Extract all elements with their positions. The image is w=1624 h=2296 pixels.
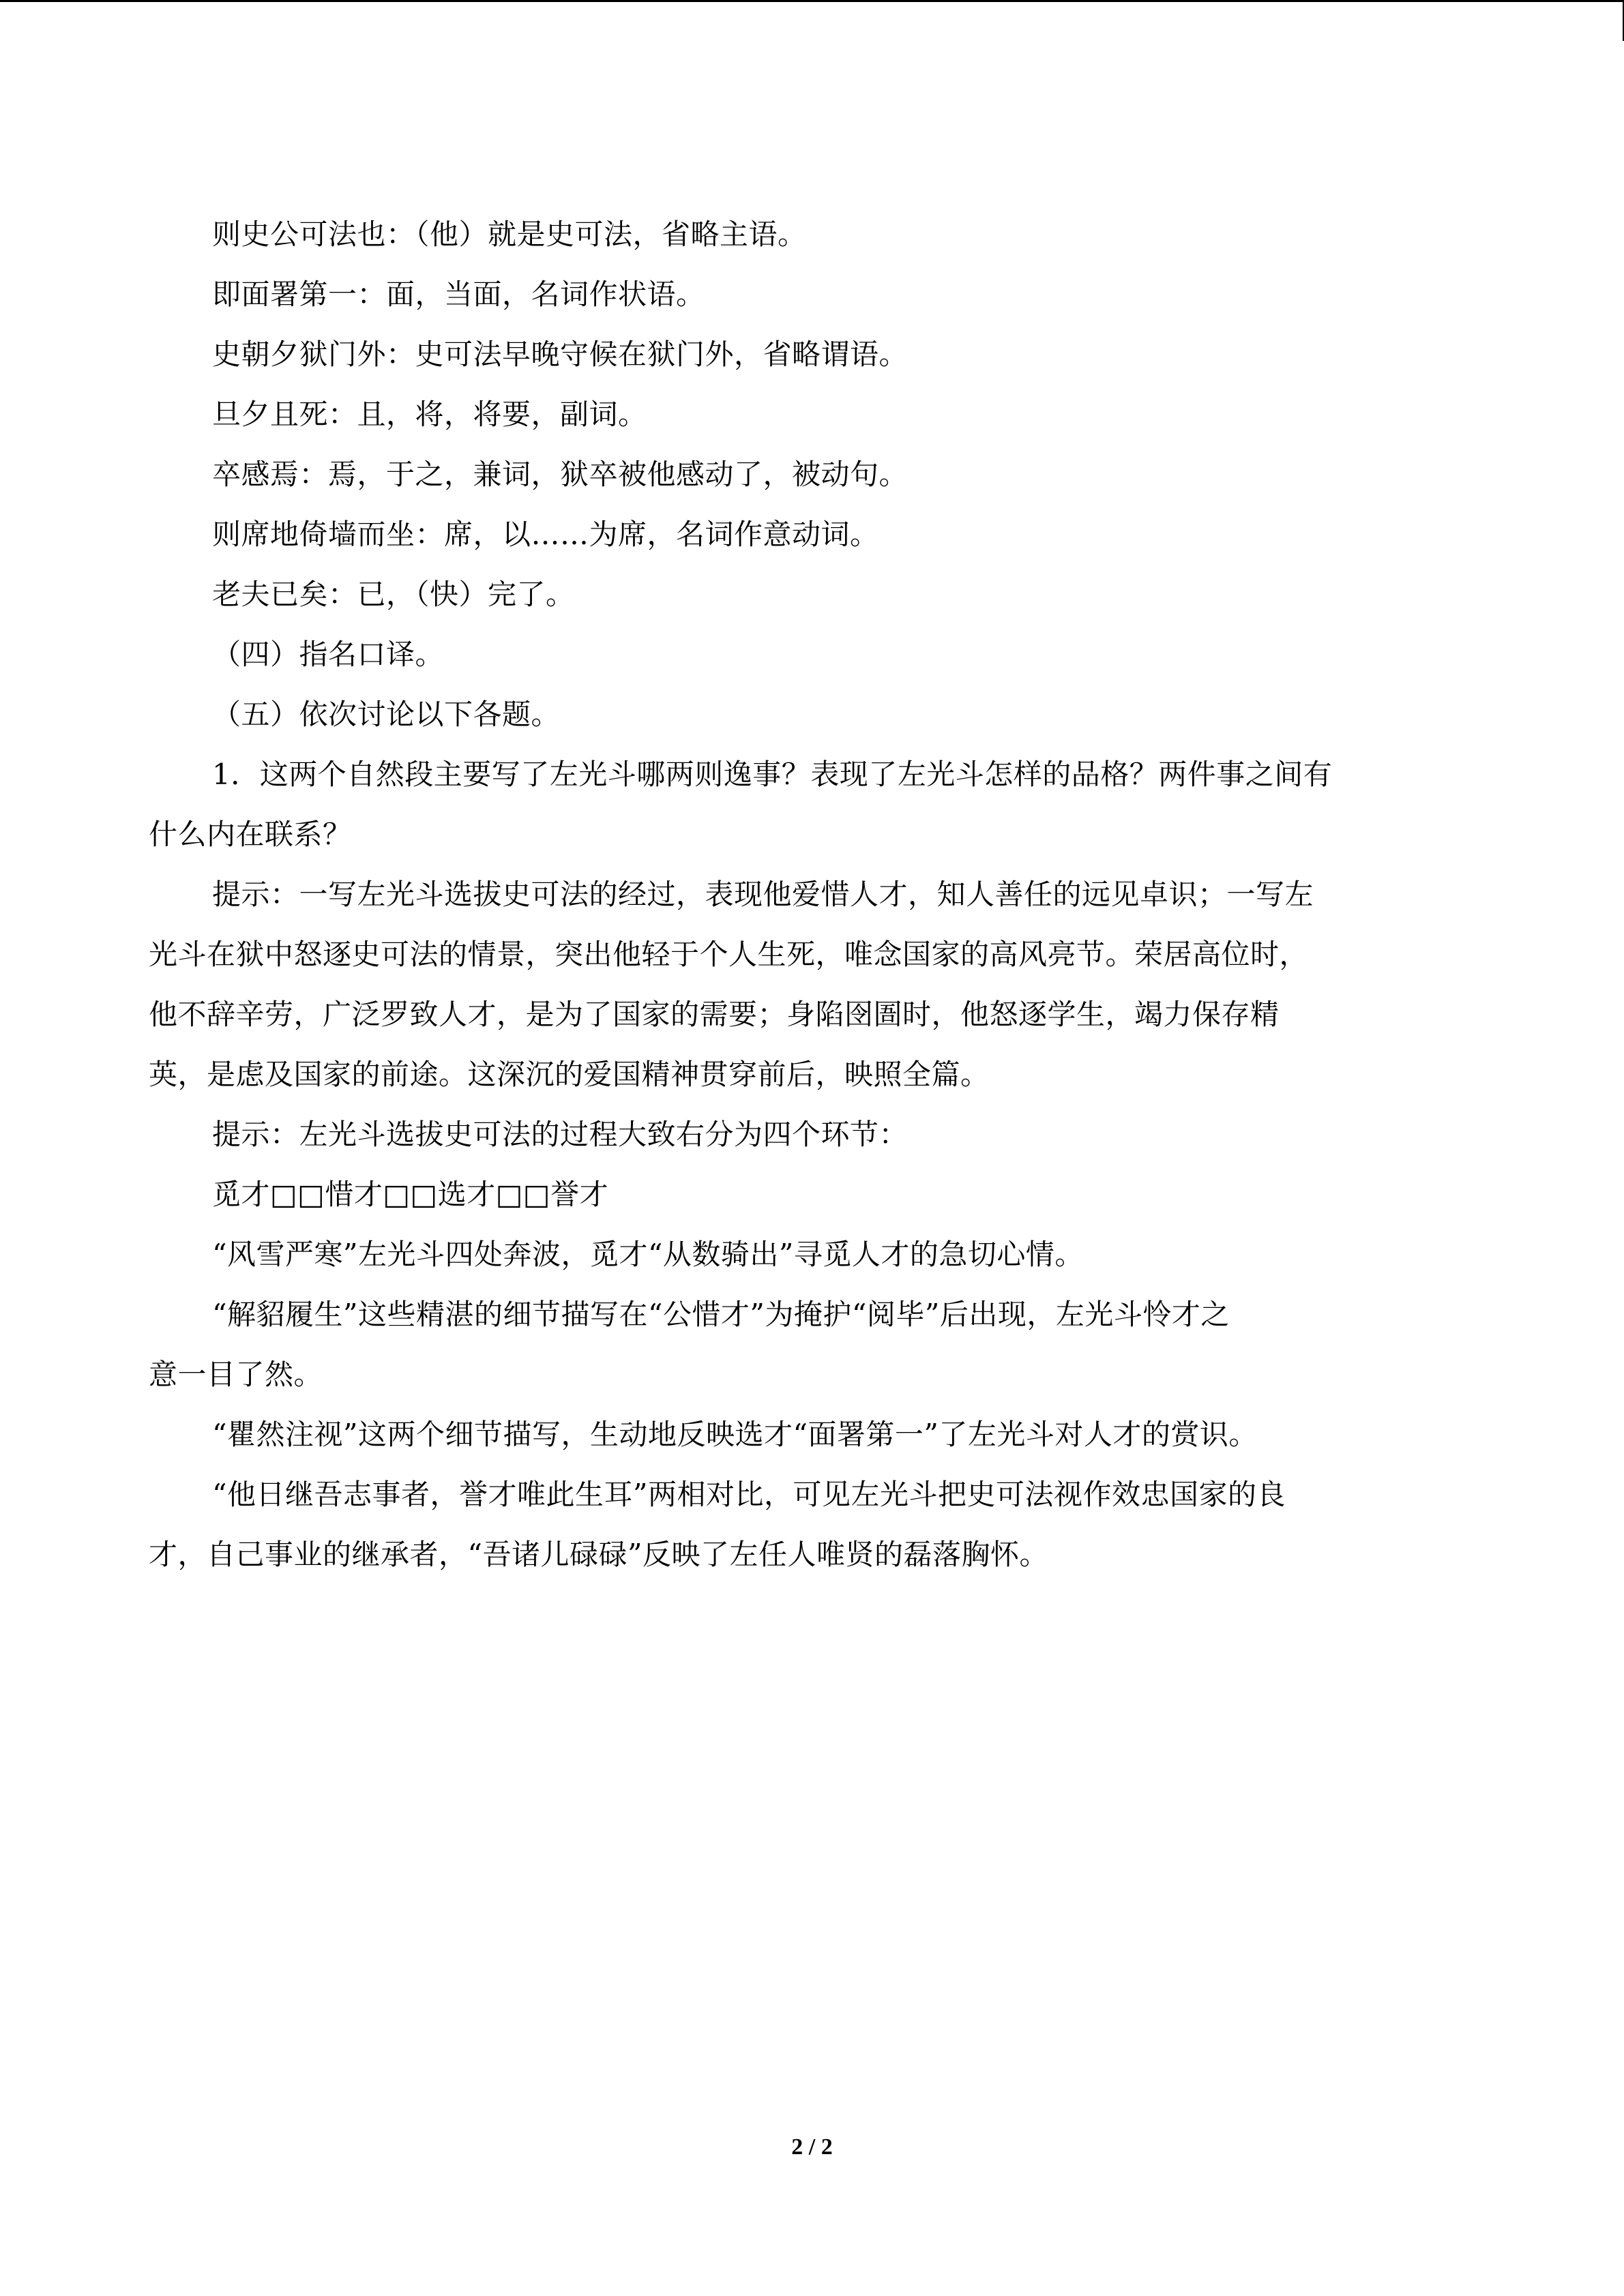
hint-line: 他不辞辛劳，广泛罗致人才，是为了国家的需要；身陷囹圄时，他怒逐学生，竭力保存精 bbox=[149, 998, 1280, 1031]
page-number: 2 / 2 bbox=[791, 2134, 833, 2160]
paragraph-line: “风雪严寒”左光斗四处奔波，觅才“从数骑出”寻觅人才的急切心情。 bbox=[212, 1238, 1084, 1271]
paragraph-line: 则席地倚墙而坐：席，以……为席，名词作意动词。 bbox=[212, 518, 879, 551]
paragraph-line: “他日继吾志事者，誉才唯此生耳”两相对比，可见左光斗把史可法视作效忠国家的良 bbox=[212, 1478, 1286, 1511]
document-body bbox=[149, 205, 1475, 1585]
paragraph-line: 卒感焉：焉，于之，兼词，狱卒被他感动了，被动句。 bbox=[212, 458, 909, 491]
paragraph-line: 意一目了然。 bbox=[149, 1358, 323, 1391]
paragraph-line: “解貂履生”这些精湛的细节描写在“公惜才”为掩护“阅毕”后出现，左光斗怜才之 bbox=[212, 1298, 1230, 1331]
process-steps-line: 觅才□□惜才□□选才□□誉才 bbox=[212, 1178, 609, 1211]
paragraph-line: 旦夕且死：且，将，将要，副词。 bbox=[212, 398, 647, 431]
hint-line: 光斗在狱中怒逐史可法的情景，突出他轻于个人生死，唯念国家的高风亮节。荣居高位时， bbox=[149, 938, 1309, 971]
paragraph-line: 则史公可法也：（他）就是史可法，省略主语。 bbox=[212, 218, 807, 251]
hint-line: 提示：左光斗选拔史可法的过程大致右分为四个环节： bbox=[212, 1118, 909, 1151]
paragraph-line: 即面署第一：面，当面，名词作状语。 bbox=[212, 278, 705, 311]
question-line: 什么内在联系？ bbox=[149, 818, 352, 851]
paragraph-line: 才，自己事业的继承者，“吾诸儿碌碌”反映了左任人唯贤的磊落胸怀。 bbox=[149, 1538, 1048, 1571]
question-line: 1．这两个自然段主要写了左光斗哪两则逸事？表现了左光斗怎样的品格？两件事之间有 bbox=[212, 758, 1333, 791]
top-border-rule bbox=[0, 0, 1624, 2]
paragraph-line: 老夫已矣：已，（快）完了。 bbox=[212, 578, 575, 611]
section-heading: （四）指名口译。 bbox=[212, 638, 445, 671]
hint-line: 提示：一写左光斗选拔史可法的经过，表现他爱惜人才，知人善任的远见卓识；一写左 bbox=[212, 878, 1314, 911]
hint-line: 英，是虑及国家的前途。这深沉的爱国精神贯穿前后，映照全篇。 bbox=[149, 1058, 990, 1091]
section-heading: （五）依次讨论以下各题。 bbox=[212, 698, 561, 731]
paragraph-line: “瞿然注视”这两个细节描写，生动地反映选才“面署第一”了左光斗对人才的赏识。 bbox=[212, 1418, 1258, 1451]
paragraph-line: 史朝夕狱门外：史可法早晚守候在狱门外，省略谓语。 bbox=[212, 338, 909, 371]
